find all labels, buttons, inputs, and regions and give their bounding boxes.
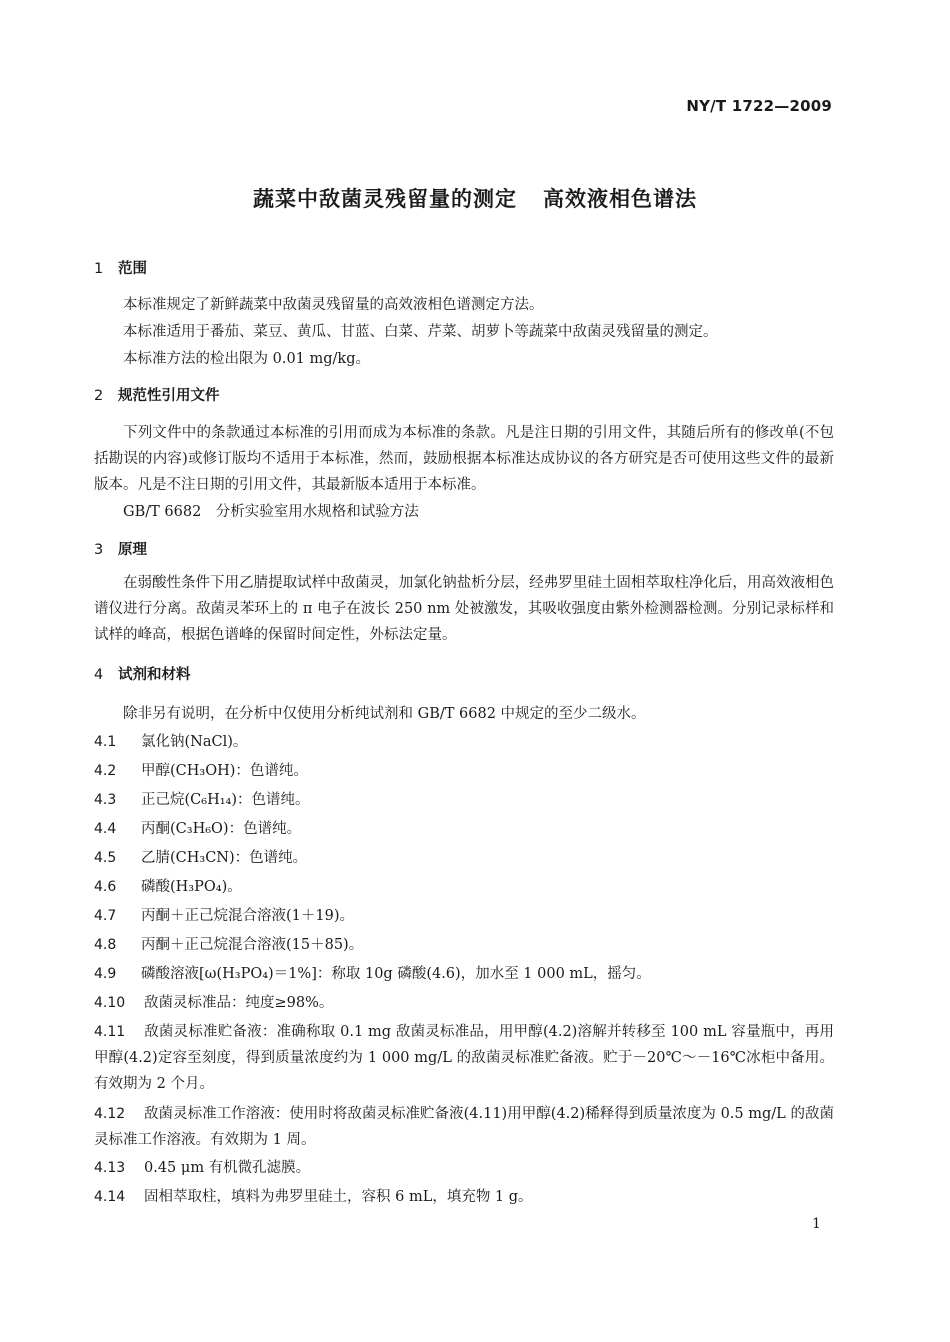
section-heading-normative: [94, 384, 220, 405]
item-text: 磷酸溶液[ω(H₃PO₄)＝1%]：称取 10g 磷酸(4.6)，加水至 1 000 mL，摇匀。: [141, 966, 651, 982]
item-number: 4.5: [94, 850, 117, 866]
page-number: 1: [812, 1216, 821, 1232]
reagent-item: [94, 787, 834, 813]
reagent-item: [94, 758, 834, 784]
reagent-item: [94, 1101, 834, 1153]
reagent-item: [94, 1155, 834, 1181]
reagent-item: [94, 816, 834, 842]
item-number: 4.2: [94, 763, 117, 779]
item-text: 敌菌灵标准工作溶液：使用时将敌菌灵标准贮备液(4.11)用甲醇(4.2)稀释得到质量浓度为 0.5 mg/L 的敌菌灵标准工作溶液。有效期为 1 周。: [94, 1106, 834, 1148]
reagent-item: [94, 961, 834, 987]
item-text: 磷酸(H₃PO₄)。: [141, 879, 242, 895]
standard-number: NY/T 1722—2009: [686, 97, 832, 115]
item-text: 乙腈(CH₃CN)：色谱纯。: [141, 850, 308, 866]
item-text: 丙酮＋正己烷混合溶液(1＋19)。: [141, 908, 354, 924]
section-number: 2: [94, 388, 104, 404]
item-text: 敌菌灵标准品：纯度≥98%。: [144, 995, 334, 1011]
item-number: 4.9: [94, 966, 117, 982]
title-main: 蔬菜中敌菌灵残留量的测定: [253, 187, 517, 211]
section-title: 试剂和材料: [118, 667, 191, 683]
item-number: 4.6: [94, 879, 117, 895]
scope-line: 本标准适用于番茄、菜豆、黄瓜、甘蓝、白菜、芹菜、胡萝卜等蔬菜中敌菌灵残留量的测定。: [123, 324, 718, 340]
item-text: 敌菌灵标准贮备液：准确称取 0.1 mg 敌菌灵标准品，用甲醇(4.2)溶解并转移至 100 mL 容量瓶中，再用甲醇(4.2)定容至刻度，得到质量浓度约为 1 000 mg/L 的敌菌灵标准贮备液。贮于－20℃～－16℃冰柜中备用。有效期为 2 个月。: [94, 1024, 834, 1092]
section-number: 3: [94, 542, 104, 558]
reagent-item: [94, 845, 834, 871]
item-number: 4.8: [94, 937, 117, 953]
principle-paragraph: 在弱酸性条件下用乙腈提取试样中敌菌灵，加氯化钠盐析分层，经弗罗里硅土固相萃取柱净化后，用高效液相色谱仪进行分离。敌菌灵苯环上的 π 电子在波长 250 nm 处被激发，其吸收强度由紫外检测器检测。分别记录标样和试样的峰高，根据色谱峰的保留时间定性，外标法定量。: [94, 575, 834, 643]
item-text: 固相萃取柱，填料为弗罗里硅土，容积 6 mL，填充物 1 g。: [144, 1189, 533, 1205]
section-heading-scope: [94, 257, 147, 278]
section-title: 范围: [118, 261, 147, 277]
scope-line: 本标准规定了新鲜蔬菜中敌菌灵残留量的高效液相色谱测定方法。: [123, 297, 544, 313]
item-number: 4.13: [94, 1160, 126, 1176]
section-title: 原理: [118, 542, 147, 558]
item-number: 4.11: [94, 1024, 126, 1040]
section-heading-reagents: [94, 663, 191, 684]
reagent-item: [94, 903, 834, 929]
section-heading-principle: [94, 538, 147, 559]
document-title: [0, 183, 950, 213]
section-number: 1: [94, 261, 104, 277]
reagent-item: [94, 729, 834, 755]
item-text: 丙酮(C₃H₆O)：色谱纯。: [141, 821, 302, 837]
item-number: 4.10: [94, 995, 126, 1011]
section-title: 规范性引用文件: [118, 388, 220, 404]
item-text: 丙酮＋正己烷混合溶液(15＋85)。: [141, 937, 364, 953]
item-text: 氯化钠(NaCl)。: [141, 734, 248, 750]
normative-reference: GB/T 6682 分析实验室用水规格和试验方法: [123, 504, 419, 520]
item-number: 4.4: [94, 821, 117, 837]
item-text: 甲醇(CH₃OH)：色谱纯。: [141, 763, 308, 779]
reagent-item: [94, 932, 834, 958]
item-number: 4.3: [94, 792, 117, 808]
reagent-item: [94, 1019, 834, 1097]
section-number: 4: [94, 667, 104, 683]
reagent-item: [94, 990, 834, 1016]
scope-line: 本标准方法的检出限为 0.01 mg/kg。: [123, 351, 370, 367]
item-number: 4.14: [94, 1189, 126, 1205]
item-text: 0.45 μm 有机微孔滤膜。: [144, 1160, 311, 1176]
reagents-intro: 除非另有说明，在分析中仅使用分析纯试剂和 GB/T 6682 中规定的至少二级水。: [123, 706, 646, 722]
title-method: 高效液相色谱法: [543, 187, 697, 211]
item-text: 正己烷(C₆H₁₄)：色谱纯。: [141, 792, 310, 808]
item-number: 4.1: [94, 734, 117, 750]
reagent-item: [94, 874, 834, 900]
reagent-item: [94, 1184, 834, 1210]
normative-paragraph: 下列文件中的条款通过本标准的引用而成为本标准的条款。凡是注日期的引用文件，其随后所有的修改单(不包括勘误的内容)或修订版均不适用于本标准，然而，鼓励根据本标准达成协议的各方研究是否可使用这些文件的最新版本。凡是不注日期的引用文件，其最新版本适用于本标准。: [94, 425, 834, 493]
item-number: 4.7: [94, 908, 117, 924]
item-number: 4.12: [94, 1106, 126, 1122]
